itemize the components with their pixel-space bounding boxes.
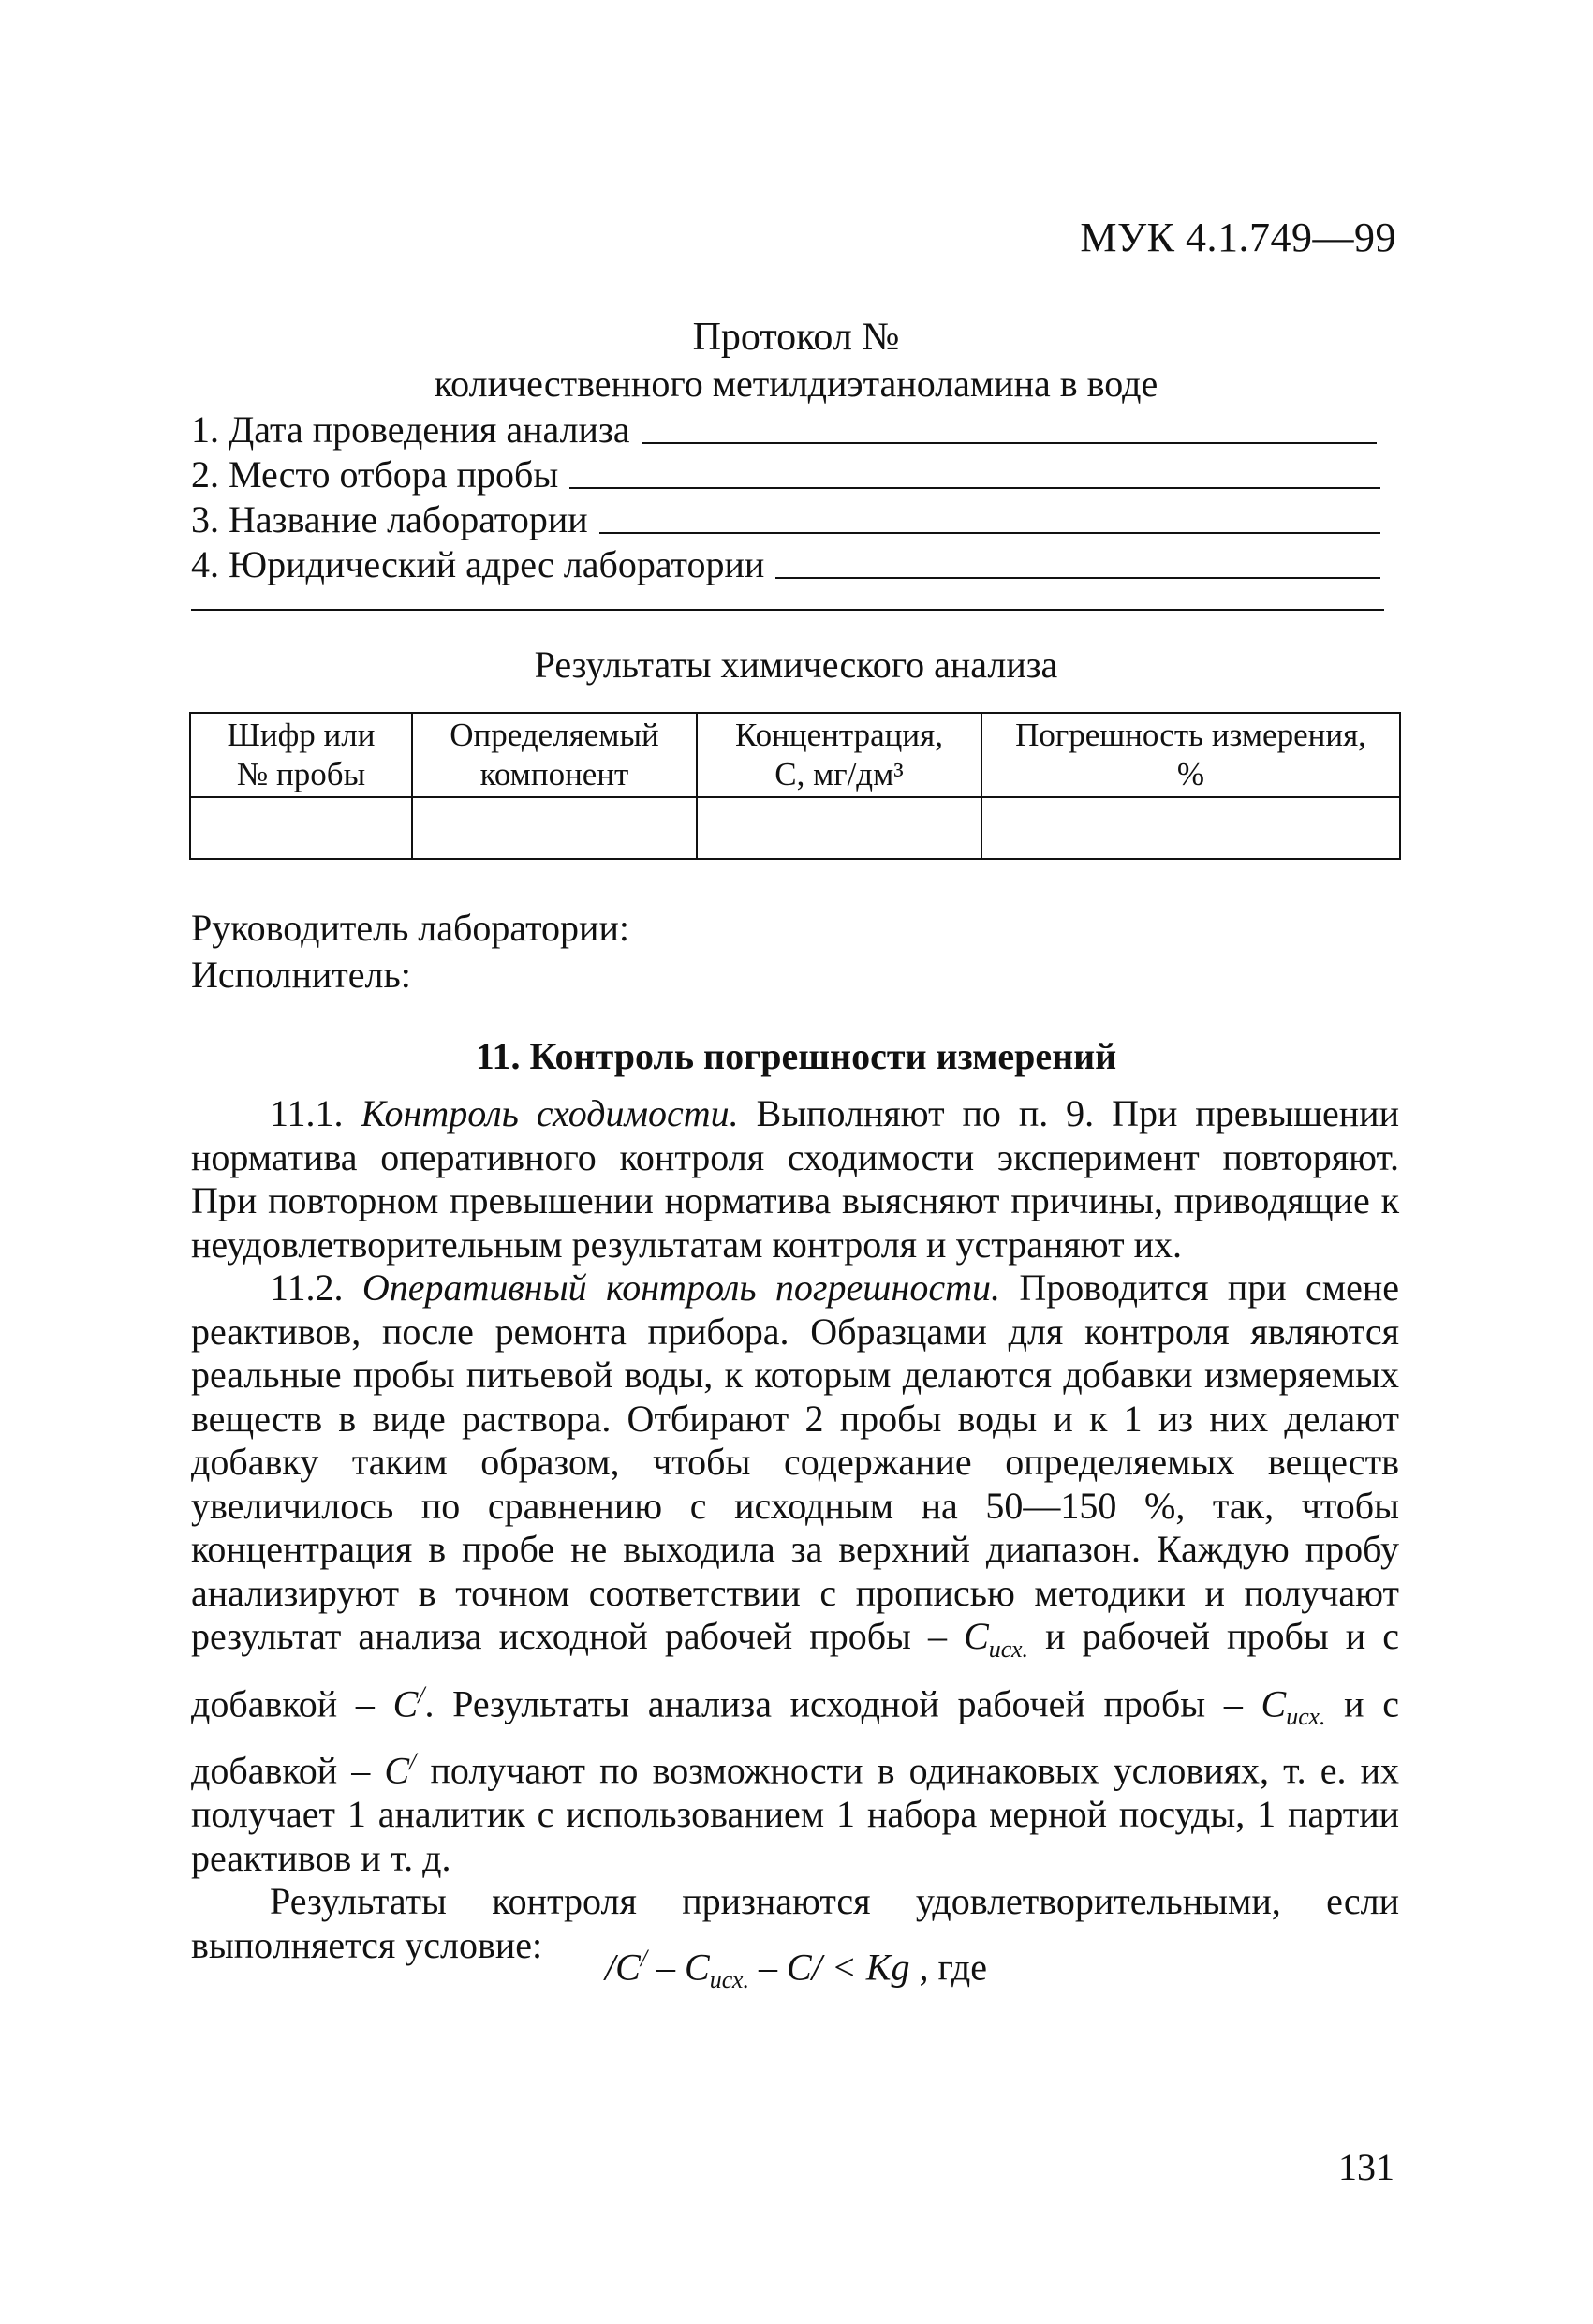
section-body — [191, 1092, 1399, 1967]
symbol-prime: / — [409, 1748, 417, 1776]
form-label-sampling-place: 2. Место отбора пробы — [191, 453, 559, 496]
results-table — [189, 712, 1401, 860]
table-header-cell — [981, 713, 1400, 797]
form-label-lab-name: 3. Название лаборатории — [191, 498, 588, 540]
table-cell-empty — [697, 797, 981, 859]
protocol-form-fields — [191, 407, 1380, 586]
paragraph-text: получают по возможности в одинаковых условиях, т. е. их получает 1 аналитик с использованием 1 набора мерной посуды, 1 партии реактивов и т. д. — [191, 1749, 1400, 1879]
header-line: компонент — [479, 756, 629, 792]
results-heading: Результаты химического анализа — [534, 644, 1058, 686]
table-cell-empty — [412, 797, 697, 859]
section-heading: 11. Контроль погрешности измерений — [475, 1035, 1117, 1077]
form-blank-line — [569, 487, 1380, 489]
separator-line — [191, 609, 1384, 611]
table-header-cell — [697, 713, 981, 797]
formula — [187, 1939, 1405, 1996]
table-row — [190, 797, 1400, 859]
signature-head-of-lab: Руководитель лаборатории: — [191, 907, 629, 949]
header-line: % — [1176, 756, 1205, 792]
paragraph-text: и рабочей пробы и с добавкой – — [191, 1615, 1400, 1724]
symbol-c-prime: C — [392, 1681, 419, 1724]
table-header-row — [190, 713, 1400, 797]
paragraph-number: 11.1. — [270, 1092, 344, 1134]
signature-performer: Исполнитель: — [191, 954, 411, 996]
form-blank-line — [599, 532, 1380, 534]
formula-part: – C/ < Kg — [748, 1946, 910, 1989]
symbol-c: C — [1261, 1681, 1287, 1724]
form-row-sampling-place — [191, 451, 1380, 496]
form-row-date — [191, 407, 1380, 451]
table-header-cell — [412, 713, 697, 797]
paragraph-text: Выполняют по п. 9. При превышении норматива оперативного контроля сходимости эксперимент повторяют. При повторном превышении норматива выясняют причины, приводящие к неудовлетворительным результатам контроля и устраняют их. — [191, 1092, 1399, 1266]
header-line: № пробы — [236, 756, 366, 792]
paragraph-11-1 — [191, 1092, 1399, 1266]
header-line: Погрешность измерения, — [1015, 717, 1366, 753]
symbol-c-prime: C — [384, 1749, 410, 1792]
form-label-date: 1. Дата проведения анализа — [191, 408, 630, 451]
paragraph-11-2 — [191, 1266, 1399, 1880]
paragraph-italic-title: Контроль сходимости. — [361, 1092, 739, 1134]
form-blank-line — [775, 577, 1380, 579]
header-line: С, мг/дм³ — [774, 756, 904, 792]
table-header-cell — [190, 713, 412, 797]
symbol-prime: / — [418, 1680, 425, 1709]
header-line: Определяемый — [450, 717, 659, 753]
header-line: Концентрация, — [735, 717, 943, 753]
table-cell-empty — [981, 797, 1400, 859]
formula-subscript: исх. — [709, 1966, 749, 1994]
table-cell-empty — [190, 797, 412, 859]
form-blank-line — [642, 442, 1377, 444]
signature-block — [191, 905, 629, 999]
formula-prime: / — [640, 1945, 648, 1972]
protocol-title: Протокол № — [692, 316, 900, 359]
form-label-lab-address: 4. Юридический адрес лаборатории — [191, 543, 765, 585]
formula-part: /C — [605, 1946, 641, 1989]
symbol-c: C — [964, 1615, 989, 1657]
document-code: МУК 4.1.749—99 — [1080, 215, 1396, 260]
symbol-subscript: исх. — [988, 1636, 1029, 1663]
protocol-subtitle: количественного метилдиэтаноламина в воде — [434, 363, 1158, 405]
page-number: 131 — [1338, 2146, 1394, 2188]
formula-part: – C — [647, 1946, 710, 1989]
paragraph-text: и с добавкой – — [191, 1681, 1400, 1792]
symbol-subscript: исх. — [1286, 1702, 1326, 1730]
header-line: Шифр или — [227, 717, 376, 753]
form-row-lab-name — [191, 496, 1380, 541]
paragraph-text: Проводится при смене реактивов, после ремонта прибора. Образцами для контроля являются реальные пробы питьевой воды, к которым делаются добавки измеряемых веществ в виде раствора. Отбирают 2 пробы воды и к 1 из них делают добавку таким образом, чтобы содержание определяемых веществ увеличилось по сравнению с исходным на 50—150 %, так, чтобы концентрация в пробе не выходила за верхний диапазон. Каждую пробу анализируют в точном соответствии с прописью методики и получают результат анализа исходной рабочей пробы – — [191, 1266, 1400, 1657]
form-row-lab-address — [191, 541, 1380, 586]
paragraph-text: Результаты контроля признаются удовлетворительными, если выполняется условие: — [191, 1880, 1399, 1966]
formula-tail: , где — [919, 1946, 987, 1989]
paragraph-text: . Результаты анализа исходной рабочей пробы – — [424, 1681, 1243, 1724]
paragraph-number: 11.2. — [270, 1266, 344, 1309]
paragraph-italic-title: Оперативный контроль погрешности. — [361, 1266, 1000, 1309]
